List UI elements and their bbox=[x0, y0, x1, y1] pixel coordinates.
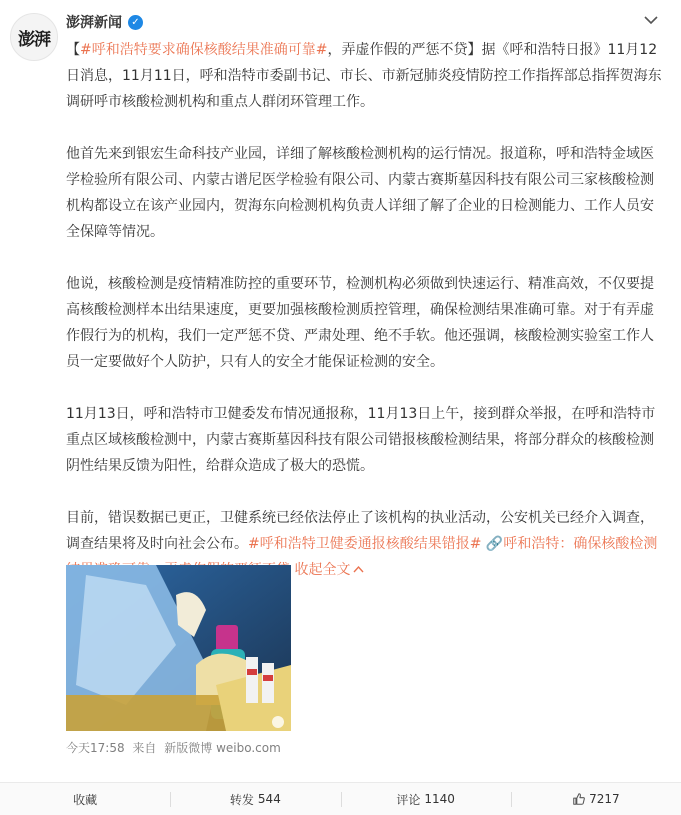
bracket-open: 【 bbox=[66, 42, 80, 58]
paragraph-1 bbox=[66, 37, 664, 115]
thumbs-up-icon bbox=[572, 792, 586, 806]
comment-count: 1140 bbox=[424, 792, 455, 806]
repost-label: 转发 bbox=[229, 792, 254, 807]
collapse-button[interactable] bbox=[294, 562, 364, 578]
repost-count: 544 bbox=[257, 792, 281, 806]
comment-button[interactable] bbox=[341, 783, 511, 815]
like-count: 7217 bbox=[589, 792, 620, 806]
account-name[interactable]: 澎湃新闻 bbox=[66, 15, 122, 31]
post-image[interactable] bbox=[66, 565, 291, 731]
favorite-label: 收藏 bbox=[73, 792, 98, 807]
post-meta bbox=[66, 739, 285, 756]
account-header bbox=[66, 13, 143, 31]
link-icon[interactable]: 🔗 bbox=[485, 536, 504, 552]
paragraph-text: 目前，错误数据已更正，卫健系统已经依法停止了该机构的执业活动，公安机关已经介入调查，调查结果将及时向社会公布。 bbox=[66, 510, 654, 552]
avatar[interactable]: 澎湃 bbox=[10, 13, 58, 61]
paragraph-text: ，弄虚作假的严惩不贷】据《呼和浩特日报》11月12日消息，11月11日，呼和浩特市委副书记、市长、市新冠肺炎疫情防控工作指挥部总指挥贺海东调研呼市核酸检测机构和重点人群闭环管理工作。 bbox=[66, 42, 662, 110]
verified-icon: ✓ bbox=[128, 15, 143, 30]
post-body bbox=[66, 37, 664, 583]
collapse-label: 收起全文 bbox=[294, 562, 351, 578]
paragraph-2: 他首先来到银宏生命科技产业园，详细了解核酸检测机构的运行情况。报道称，呼和浩特金域医学检验所有限公司、内蒙古谱尼医学检验有限公司、内蒙古赛斯墓因科技有限公司三家核酸检测机构都设立在该产业园内，贺海东向检测机构负责人详细了解了企业的日检测能力、工作人员安全保障等情况。 bbox=[66, 146, 654, 240]
source-prefix: 来自 bbox=[132, 741, 157, 755]
favorite-button[interactable] bbox=[0, 783, 170, 815]
repost-button[interactable] bbox=[170, 783, 340, 815]
like-button[interactable] bbox=[511, 783, 681, 815]
comment-label: 评论 bbox=[396, 792, 421, 807]
topic-link[interactable]: #呼和浩特卫健委通报核酸结果错报# bbox=[248, 536, 482, 552]
paragraph-4: 11月13日，呼和浩特市卫健委发布情况通报称，11月13日上午，接到群众举报，在呼和浩特市重点区域核酸检测中，内蒙古赛斯墓因科技有限公司错报核酸检测结果，将部分群众的核酸检测阴性结果反馈为阳性，给群众造成了极大的恐慌。 bbox=[66, 406, 656, 474]
post-source[interactable]: 新版微博 weibo.com bbox=[164, 741, 281, 755]
action-bar bbox=[0, 782, 681, 815]
paragraph-3: 他说，核酸检测是疫情精准防控的重要环节，检测机构必须做到快速运行、精准高效，不仅要提高核酸检测样本出结果速度，更要加强核酸检测质控管理，确保检测结果准确可靠。对于有弄虚作假行为的机构，我们一定严惩不贷、严肃处理、绝不手软。他还强调，核酸检测实验室工作人员一定要做好个人防护，只有人的安全才能保证检测的安全。 bbox=[66, 276, 654, 370]
chevron-up-icon bbox=[353, 565, 364, 573]
article-link[interactable]: 呼和浩特：确保核酸检测 bbox=[503, 536, 658, 552]
chevron-down-icon[interactable] bbox=[643, 12, 659, 28]
post-time[interactable]: 今天17:58 bbox=[66, 741, 125, 755]
topic-link[interactable]: #呼和浩特要求确保核酸结果准确可靠# bbox=[80, 42, 328, 58]
